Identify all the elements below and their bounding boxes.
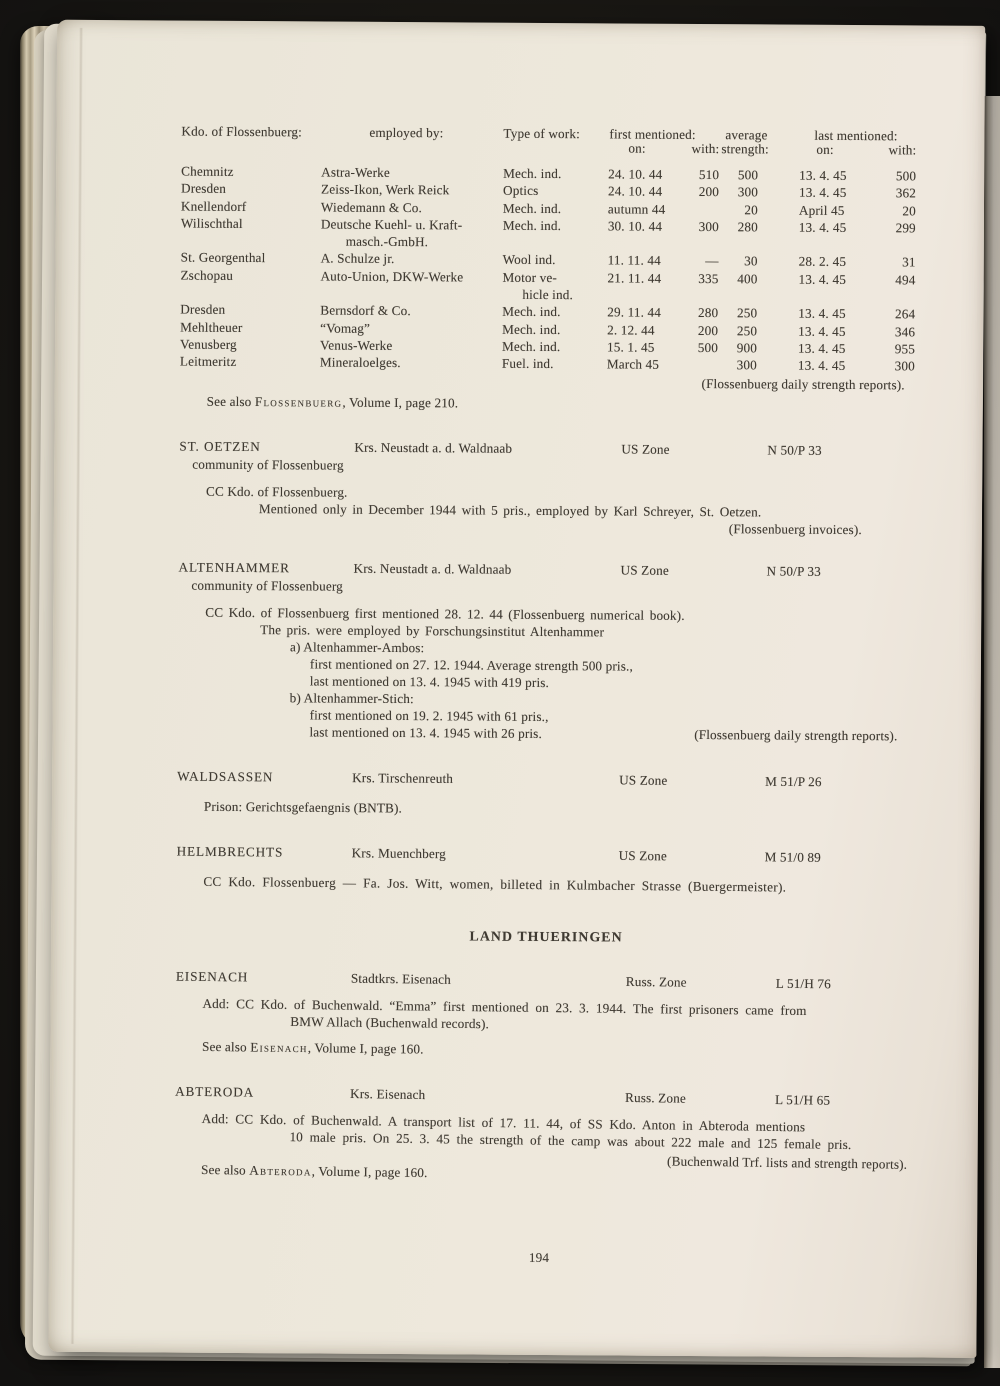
kdo-table-header — [57, 123, 985, 158]
cell-first-on: 24. 10. 44 — [608, 166, 663, 182]
cell-avg: 400 — [737, 271, 758, 287]
see-also-name: Abteroda — [249, 1162, 312, 1179]
entry-body-line: first mentioned on 27. 12. 1944. Average strength 500 pris., — [309, 656, 633, 674]
entry-grid-ref: N 50/P 33 — [767, 442, 822, 458]
cell-avg: 300 — [736, 357, 757, 373]
entry-zone: US Zone — [619, 772, 668, 788]
entry-body-line: The pris. were employed by Forschungsinstitut Altenhammer — [260, 622, 605, 640]
section-heading: LAND THUERINGEN — [469, 928, 623, 945]
cell-first-with: 510 — [698, 166, 720, 183]
cell-continuation: masch.-GmbH. — [345, 233, 429, 250]
entry-heading — [50, 1082, 978, 1113]
see-also-name: Eisenach — [250, 1039, 308, 1056]
col-first-with-label: with: — [691, 140, 720, 157]
cell-last-with: 20 — [902, 202, 917, 219]
cell-employed: Deutsche Kuehl- u. Kraft- — [320, 216, 463, 233]
cell-work: Motor ve- — [502, 269, 558, 285]
entry-subtitle: community of Flossenbuerg — [192, 456, 344, 473]
cell-last-with: 346 — [894, 323, 916, 340]
cell-employed: “Vomag” — [320, 320, 371, 336]
cell-work: Mech. ind. — [502, 321, 561, 337]
cell-employed: Venus-Werke — [319, 337, 393, 353]
entry-body-line: last mentioned on 13. 4. 1945 with 419 pris. — [309, 673, 550, 691]
cell-work: Mech. ind. — [502, 304, 561, 320]
cell-kdo: Zschopau — [180, 267, 234, 283]
see-also-abteroda — [201, 1162, 428, 1182]
entry-name: HELMBRECHTS — [176, 843, 284, 860]
cell-first-on: 2. 12. 44 — [607, 322, 655, 338]
col-kdo-label: Kdo. of Flossenbuerg: — [181, 123, 303, 140]
cell-first-with: 200 — [697, 322, 719, 338]
cell-last-with: 264 — [894, 306, 916, 322]
entry-heading — [52, 767, 980, 793]
entry-source-note: (Buchenwald Trf. lists and strength reports). — [667, 1153, 908, 1172]
cell-work: Mech. ind. — [502, 200, 562, 216]
cell-first-on: March 45 — [606, 356, 660, 372]
cell-last-on: 13. 4. 45 — [798, 271, 847, 287]
cell-work: Mech. ind. — [503, 165, 562, 182]
cell-kdo: Chemnitz — [181, 163, 234, 179]
cell-employed: Mineraloelges. — [319, 354, 401, 371]
cell-kdo: Mehltheuer — [180, 319, 243, 335]
cell-avg: 500 — [737, 167, 759, 183]
cell-last-with: 500 — [895, 168, 917, 184]
entry-body-line: CC Kdo. of Flossenbuerg. — [206, 483, 348, 500]
entry-body-line: a) Altenhammer-Ambos: — [289, 639, 425, 656]
cell-first-on: 29. 11. 44 — [607, 304, 662, 321]
cell-avg: 250 — [736, 305, 758, 321]
cell-work: Optics — [503, 182, 539, 199]
entry-name: ALTENHAMMER — [178, 559, 290, 576]
cell-employed: Bernsdorf & Co. — [320, 302, 411, 319]
kdo-table-rows — [55, 163, 984, 377]
col-employed-label: employed by: — [369, 124, 444, 141]
entry-grid-ref: L 51/H 76 — [775, 975, 832, 992]
entry-district: Stadtkrs. Eisenach — [350, 970, 452, 987]
entry-name: ABTERODA — [175, 1083, 255, 1100]
cell-kdo: St. Georgenthal — [180, 250, 266, 266]
cell-avg: 20 — [744, 201, 759, 217]
table-source-note: (Flossenbuerg daily strength reports). — [701, 376, 905, 393]
entry-body-line: CC Kdo. of Flossenbuerg first mentioned 28. 12. 44 (Flossenbuerg numerical book). — [205, 604, 685, 623]
entry-body-line: b) Altenhammer-Stich: — [289, 690, 414, 707]
cell-first-with: 280 — [697, 305, 719, 321]
cell-employed: Zeiss-Ikon, Werk Reick — [321, 181, 450, 198]
cell-avg: 900 — [736, 340, 758, 356]
entry-heading — [52, 842, 980, 869]
entry-body-line: Mentioned only in December 1944 with 5 pris., employed by Karl Schreyer, St. Oetzen. — [258, 501, 762, 520]
entry-grid-ref: N 50/P 33 — [766, 563, 821, 579]
gutter-next-page-sliver — [984, 96, 1000, 1368]
cell-kdo: Wilischthal — [180, 215, 243, 231]
cell-last-on: 13. 4. 45 — [799, 184, 847, 201]
entry-body-line: Prison: Gerichtsgefaengnis (BNTB). — [203, 798, 403, 816]
entry-district: Krs. Eisenach — [350, 1086, 426, 1103]
entry-zone: Russ. Zone — [625, 973, 687, 990]
cell-avg: 30 — [744, 253, 758, 269]
cell-avg: 280 — [737, 219, 758, 235]
entry-body-line: BMW Allach (Buchenwald records). — [290, 1013, 490, 1032]
col-first-on-label: on: — [628, 140, 646, 156]
entry-name: WALDSASSEN — [177, 768, 274, 785]
cell-first-on: autumn 44 — [607, 200, 666, 217]
entry-body-line: CC Kdo. Flossenbuerg — Fa. Jos. Witt, women, billeted in Kulmbacher Strasse (Buergermeister). — [203, 873, 787, 895]
cell-last-on: April 45 — [798, 202, 845, 218]
cell-first-on: 15. 1. 45 — [606, 339, 655, 355]
entry-zone: US Zone — [620, 562, 669, 578]
cell-work: Wool ind. — [502, 252, 556, 268]
see-also-rest: , Volume I, page 160. — [311, 1163, 428, 1181]
see-also-flossenbuerg — [207, 394, 459, 413]
entry-district: Krs. Neustadt a. d. Waldnaab — [354, 439, 513, 456]
cell-kdo: Leitmeritz — [179, 353, 237, 370]
entry-body-line: Add: CC Kdo. of Buchenwald. A transport list of 17. 11. 44, of SS Kdo. Anton in Abteroda mentions — [201, 1110, 806, 1135]
cell-last-with: 955 — [894, 341, 916, 357]
cell-last-with: 299 — [895, 220, 916, 236]
cell-first-with: 300 — [698, 218, 719, 235]
cell-last-on: 13. 4. 45 — [799, 167, 847, 183]
entry-zone: US Zone — [621, 441, 670, 457]
cell-continuation: hicle ind. — [522, 286, 574, 303]
cell-last-with: 494 — [895, 272, 916, 288]
cell-employed: Wiedemann & Co. — [320, 199, 422, 215]
entry-source-note: (Flossenbuerg daily strength reports). — [694, 726, 898, 744]
cell-last-on: 13. 4. 45 — [797, 340, 846, 356]
cell-last-on: 28. 2. 45 — [798, 254, 847, 270]
cell-last-with: 31 — [902, 254, 916, 270]
entry-body-line: 10 male pris. On 25. 3. 45 the strength of the camp was about 222 male and 125 female pris. — [289, 1129, 852, 1153]
col-first-mentioned-label: first mentioned: — [609, 126, 696, 142]
entry-body-line: Add: CC Kdo. of Buchenwald. “Emma” first mentioned on 23. 3. 1944. The first prisoners came from — [202, 995, 807, 1019]
see-also-rest: , Volume I, page 160. — [307, 1040, 424, 1057]
see-also-name: Flossenbuerg — [254, 394, 343, 410]
cell-work: Fuel. ind. — [501, 355, 554, 372]
entry-district: Krs. Neustadt a. d. Waldnaab — [353, 560, 512, 577]
cell-first-on: 30. 10. 44 — [607, 218, 663, 234]
cell-last-with: 300 — [894, 358, 915, 374]
cell-first-on: 21. 11. 44 — [607, 270, 662, 286]
entry-grid-ref: L 51/H 65 — [774, 1091, 831, 1108]
entry-source-note: (Flossenbuerg invoices). — [728, 521, 862, 538]
entry-heading — [51, 967, 979, 996]
cell-employed: Auto-Union, DKW-Werke — [320, 268, 464, 285]
cell-last-on: 13. 4. 45 — [798, 219, 847, 235]
entry-zone: US Zone — [618, 847, 668, 864]
entry-zone: Russ. Zone — [624, 1089, 687, 1106]
entry-district: Krs. Muenchberg — [351, 845, 447, 862]
see-also-prefix: See also — [201, 1038, 251, 1055]
cell-employed: A. Schulze jr. — [320, 250, 395, 267]
cell-kdo: Dresden — [180, 301, 226, 318]
cell-work: Mech. ind. — [502, 217, 562, 233]
col-average-label: average — [725, 127, 768, 143]
entry-name: EISENACH — [175, 968, 249, 985]
col-last-with-label: with: — [888, 142, 917, 158]
entry-name: ST. OETZEN — [179, 438, 261, 455]
cell-first-with: 200 — [698, 184, 720, 200]
col-last-mentioned-label: last mentioned: — [814, 127, 898, 144]
cell-work: Mech. ind. — [501, 338, 561, 355]
cell-last-on: 13. 4. 45 — [797, 357, 846, 374]
cell-last-on: 13. 4. 45 — [798, 306, 846, 322]
col-work-label: Type of work: — [503, 125, 580, 142]
entry-body-line: first mentioned on 19. 2. 1945 with 61 pris., — [309, 707, 549, 725]
page-number: 194 — [528, 1249, 550, 1266]
cell-avg: 250 — [736, 322, 758, 339]
see-also-rest: , Volume I, page 210. — [342, 394, 459, 411]
col-strength-label: strength: — [721, 141, 769, 157]
entry-district: Krs. Tirschenreuth — [352, 770, 454, 786]
see-also-prefix: See also — [206, 393, 255, 410]
cell-first-on: 24. 10. 44 — [608, 183, 663, 200]
cell-kdo: Knellendorf — [180, 198, 247, 214]
cell-first-with: 500 — [697, 339, 719, 356]
book-page — [48, 20, 985, 1358]
cell-first-with: — — [705, 253, 719, 269]
cell-kdo: Dresden — [181, 180, 227, 197]
cell-last-on: 13. 4. 45 — [798, 323, 846, 339]
cell-first-on: 11. 11. 44 — [607, 252, 661, 269]
entry-grid-ref: M 51/P 26 — [765, 773, 822, 790]
cell-employed: Astra-Werke — [321, 164, 390, 180]
entry-subtitle: community of Flossenbuerg — [191, 577, 343, 594]
entry-body-line: last mentioned on 13. 4. 1945 with 26 pris. — [309, 724, 542, 741]
cell-avg: 300 — [737, 184, 759, 200]
cell-kdo: Venusberg — [180, 336, 237, 352]
see-also-prefix: See also — [200, 1161, 250, 1178]
cell-last-with: 362 — [895, 185, 917, 201]
see-also-eisenach — [202, 1039, 424, 1059]
col-last-on-label: on: — [816, 141, 834, 157]
cell-first-with: 335 — [698, 270, 719, 286]
entry-grid-ref: M 51/0 89 — [764, 849, 822, 865]
